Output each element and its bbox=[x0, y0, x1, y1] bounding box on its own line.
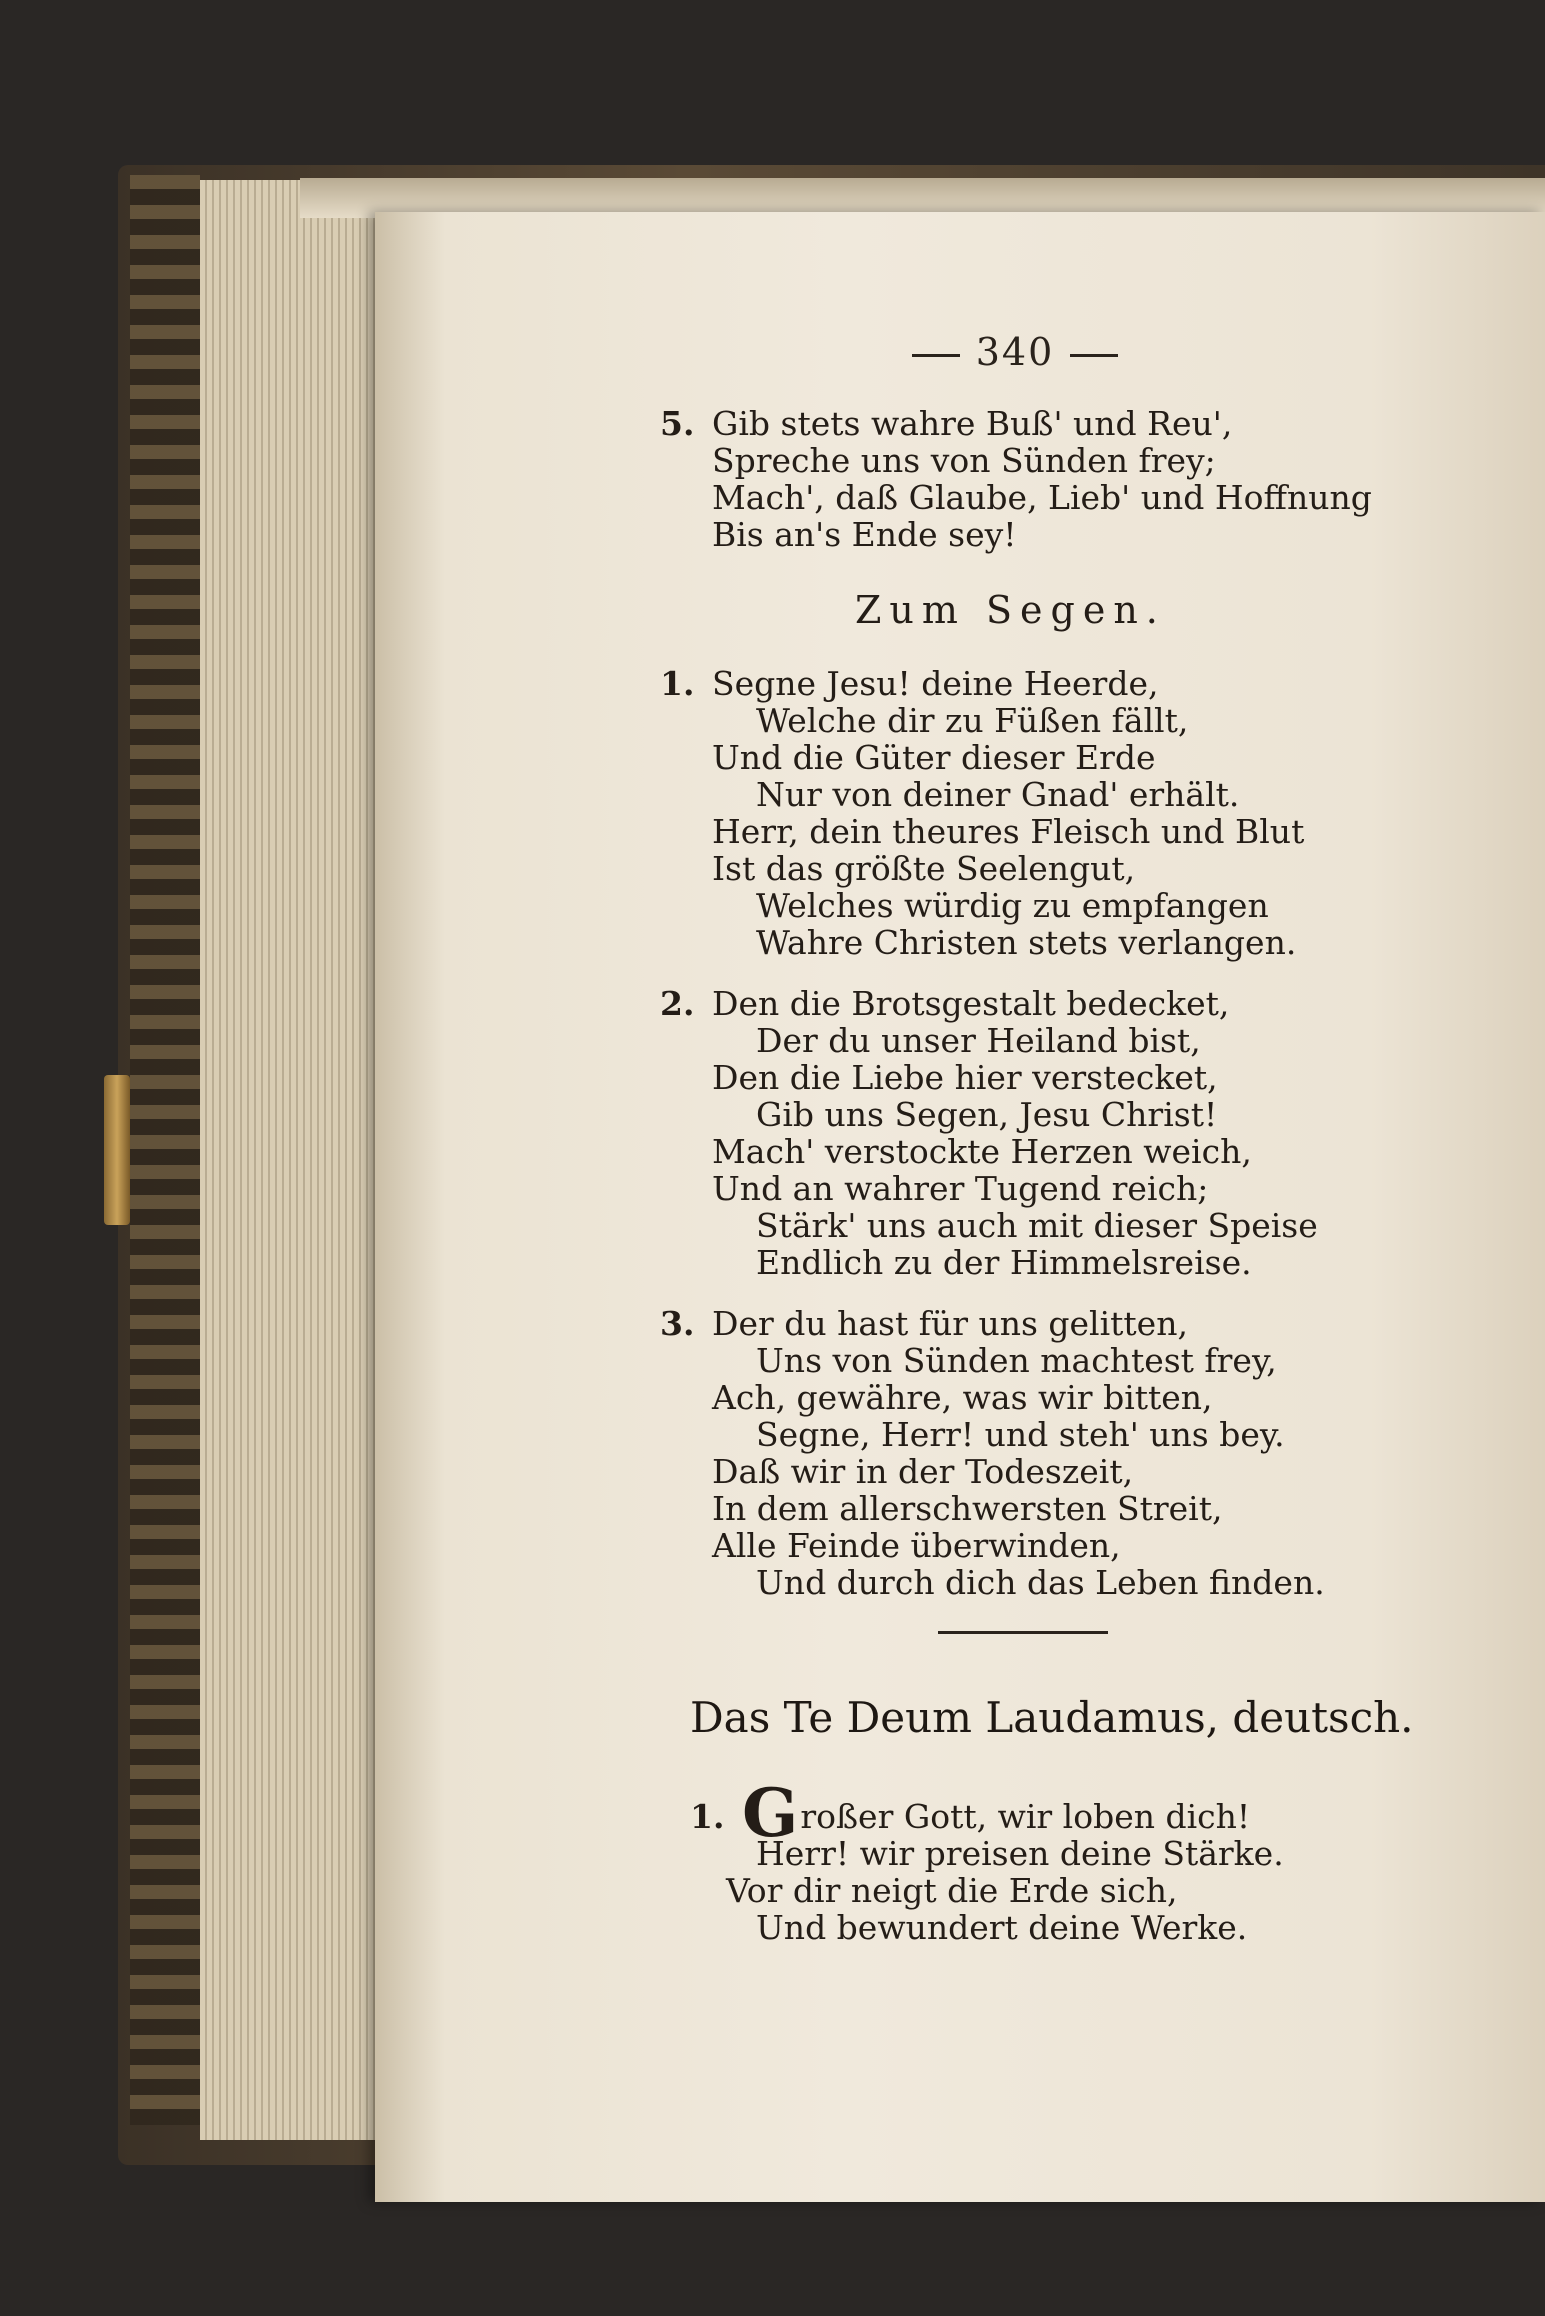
stanza-line: Den die Liebe hier verstecket, bbox=[712, 1058, 1218, 1097]
section-divider bbox=[938, 1631, 1108, 1634]
stanza-line: Vor dir neigt die Erde sich, bbox=[726, 1871, 1178, 1910]
stanza-line: Welches würdig zu empfangen bbox=[756, 886, 1269, 925]
stanza-line: Nur von deiner Gnad' erhält. bbox=[756, 775, 1240, 814]
stanza-line: Ach, gewähre, was wir bitten, bbox=[712, 1378, 1213, 1417]
stanza-2 bbox=[660, 985, 1318, 1281]
stanza-line: Endlich zu der Himmelsreise. bbox=[756, 1243, 1252, 1282]
stanza-line: Herr, dein theures Fleisch und Blut bbox=[712, 812, 1305, 851]
stanza-line: Gib uns Segen, Jesu Christ! bbox=[756, 1095, 1218, 1134]
stanza-line: Wahre Christen stets verlangen. bbox=[756, 923, 1297, 962]
stanza-line: Alle Feinde überwinden, bbox=[712, 1526, 1121, 1565]
stanza-line: 5. Gib stets wahre Buß' und Reu', bbox=[660, 404, 1233, 443]
stanza-number: 3. bbox=[660, 1304, 695, 1343]
stanza-line: Ist das größte Seelengut, bbox=[712, 849, 1136, 888]
stanza-line: Bis an's Ende sey! bbox=[712, 515, 1017, 554]
brass-clasp bbox=[104, 1075, 130, 1225]
stanza-line: In dem allerschwersten Streit, bbox=[712, 1489, 1223, 1528]
stanza-3 bbox=[660, 1305, 1325, 1601]
stanza-number: 1. bbox=[690, 1797, 725, 1836]
stanza-line: 1. Segne Jesu! deine Heerde, bbox=[660, 664, 1159, 703]
stanza-1 bbox=[660, 665, 1304, 961]
stanza-line: Spreche uns von Sünden frey; bbox=[712, 441, 1216, 480]
stanza-line: 3. Der du hast für uns gelitten, bbox=[660, 1304, 1188, 1343]
stanza-line: 2. Den die Brotsgestalt bedecket, bbox=[660, 984, 1230, 1023]
stanza-line: 1. Großer Gott, wir loben dich! bbox=[690, 1774, 1251, 1852]
drop-cap: G bbox=[742, 1774, 799, 1852]
stanza-line: Herr! wir preisen deine Stärke. bbox=[756, 1834, 1284, 1873]
section-heading: Zum Segen. bbox=[855, 588, 1166, 632]
stanza-line: Mach' verstockte Herzen weich, bbox=[712, 1132, 1252, 1171]
stanza-number: 5. bbox=[660, 404, 695, 443]
stanza-5 bbox=[660, 405, 1372, 553]
hymn-title: Das Te Deum Laudamus, deutsch. bbox=[690, 1693, 1414, 1742]
stanza-line: Und die Güter dieser Erde bbox=[712, 738, 1156, 777]
spine-ornament bbox=[130, 175, 200, 2125]
stanza-line: Mach', daß Glaube, Lieb' und Hoffnung bbox=[712, 478, 1372, 517]
stanza-line: Und durch dich das Leben finden. bbox=[756, 1563, 1325, 1602]
stanza-line: Uns von Sünden machtest frey, bbox=[756, 1341, 1277, 1380]
stanza-number: 1. bbox=[660, 664, 695, 703]
stanza-line: Und bewundert deine Werke. bbox=[756, 1908, 1248, 1947]
stanza-number: 2. bbox=[660, 984, 695, 1023]
stanza-line: Der du unser Heiland bist, bbox=[756, 1021, 1201, 1060]
te-deum-stanza-1 bbox=[690, 1774, 1284, 1947]
stanza-line: Welche dir zu Füßen fällt, bbox=[756, 701, 1189, 740]
stanza-line: Daß wir in der Todeszeit, bbox=[712, 1452, 1134, 1491]
stanza-line: Segne, Herr! und steh' uns bey. bbox=[756, 1415, 1285, 1454]
page-number: 340 bbox=[885, 330, 1145, 374]
stanza-line: Und an wahrer Tugend reich; bbox=[712, 1169, 1209, 1208]
page-edges bbox=[200, 180, 400, 2140]
stanza-line: Stärk' uns auch mit dieser Speise bbox=[756, 1206, 1318, 1245]
